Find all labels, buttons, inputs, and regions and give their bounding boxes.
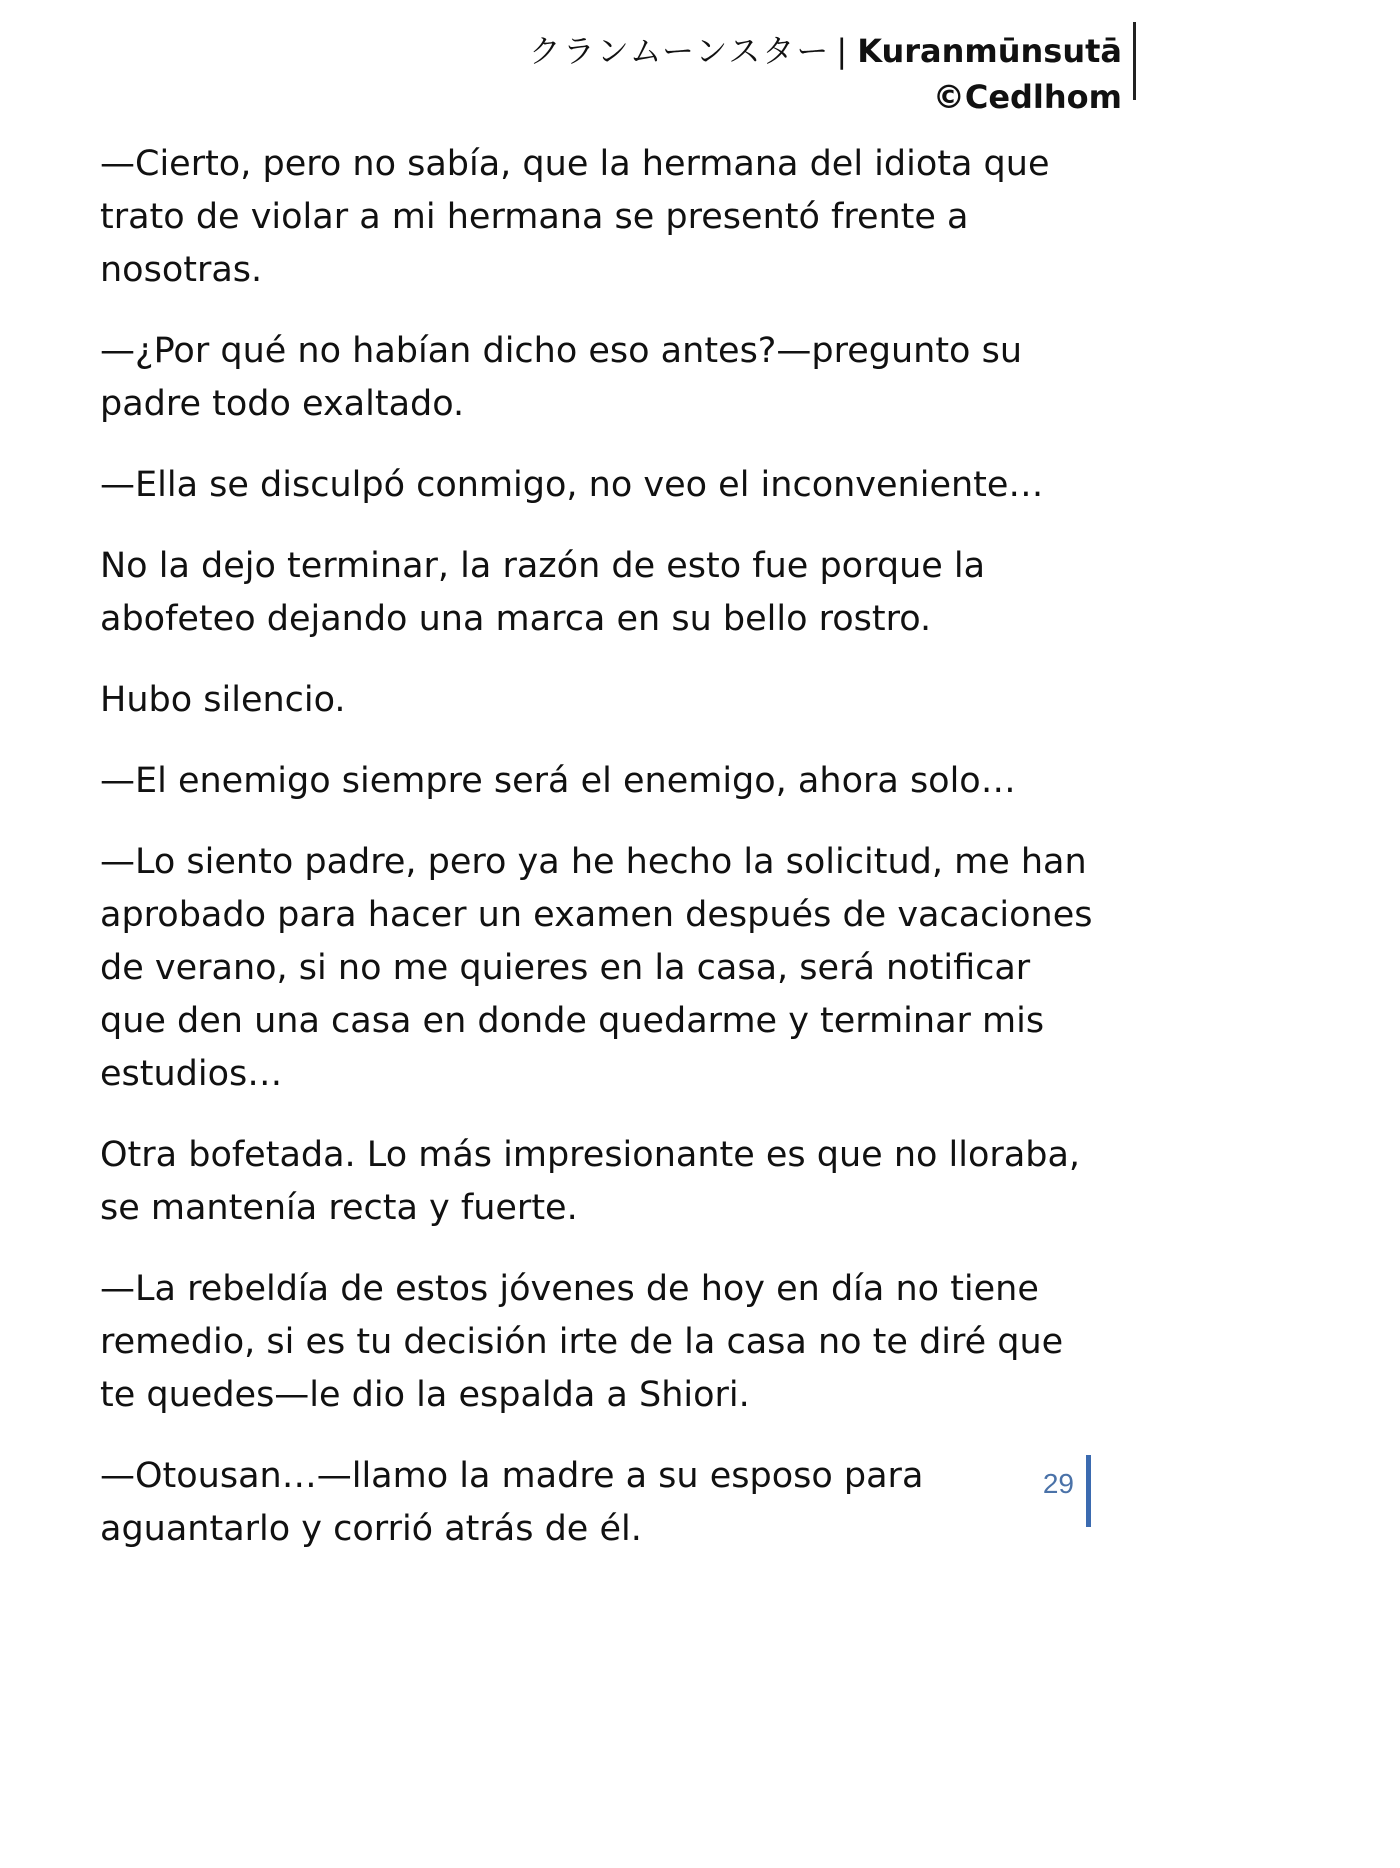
paragraph: No la dejo terminar, la razón de esto fue porque la abofeteo dejando una marca en su bello rostro. bbox=[100, 546, 986, 639]
header-rule bbox=[1133, 22, 1136, 100]
header-title-line bbox=[529, 28, 1122, 74]
header-title-jp: クランムーンスター bbox=[528, 32, 831, 70]
page-body bbox=[100, 138, 1100, 1584]
page-number-rule bbox=[1086, 1455, 1091, 1527]
paragraph: —Otousan…—llamo la madre a su esposo para aguantarlo y corrió atrás de él. bbox=[100, 1456, 924, 1549]
header-title-romaji: Kuranmūnsutā bbox=[857, 32, 1122, 70]
header-separator: | bbox=[836, 32, 848, 70]
paragraph: —¿Por qué no habían dicho eso antes?—pregunto su padre todo exaltado. bbox=[100, 331, 1023, 424]
paragraph: Otra bofetada. Lo más impresionante es que no lloraba, se mantenía recta y fuerte. bbox=[100, 1135, 1081, 1228]
header-copyright: ©Cedlhom bbox=[932, 78, 1122, 116]
paragraph: —Lo siento padre, pero ya he hecho la solicitud, me han aprobado para hacer un examen después de vacaciones de verano, si no me quieres en la casa, será notificar que den una casa en donde quedarme y terminar mis estudios… bbox=[100, 842, 1093, 1094]
paragraph: —Cierto, pero no sabía, que la hermana del idiota que trato de violar a mi hermana se presentó frente a nosotras. bbox=[100, 144, 1050, 290]
paragraph: —El enemigo siempre será el enemigo, ahora solo… bbox=[100, 761, 1016, 801]
paragraph: —La rebeldía de estos jóvenes de hoy en día no tiene remedio, si es tu decisión irte de la casa no te diré que te quedes—le dio la espalda a Shiori. bbox=[100, 1269, 1064, 1415]
page-number: 29 bbox=[1042, 1468, 1074, 1499]
paragraph: Hubo silencio. bbox=[100, 680, 346, 720]
page-header bbox=[529, 28, 1122, 120]
paragraph: —Ella se disculpó conmigo, no veo el inconveniente… bbox=[100, 465, 1044, 505]
